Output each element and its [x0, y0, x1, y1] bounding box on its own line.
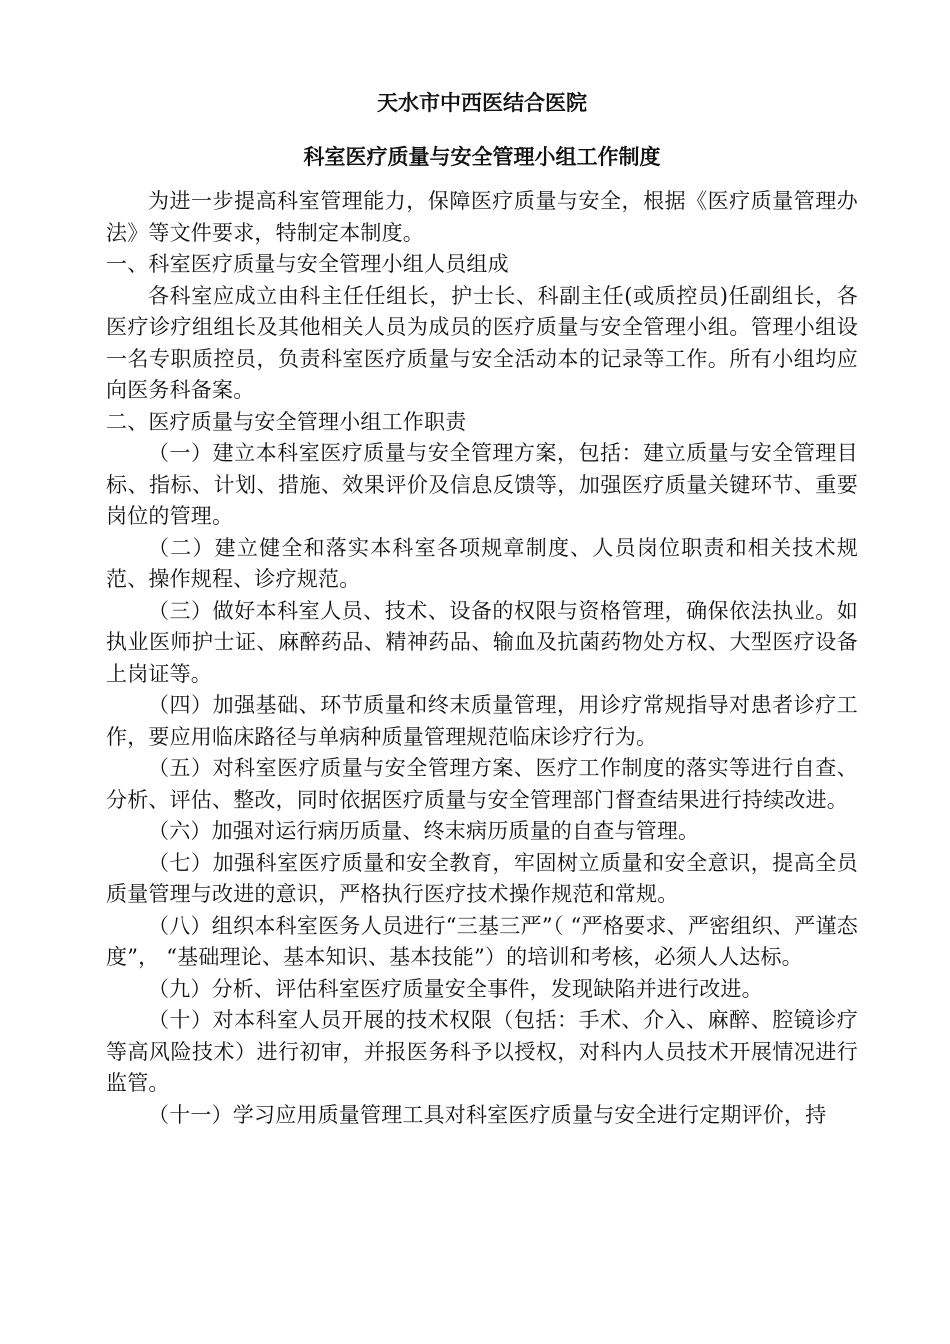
section-heading-1: 一、科室医疗质量与安全管理小组人员组成: [106, 252, 509, 276]
duty-item-10: （十）对本科室人员开展的技术权限（包括：手术、介入、麻醉、腔镜诊疗等高风险技术）进行初审，并报医务科予以授权，对科内人员技术开展情况进行监管。: [106, 1008, 858, 1095]
duty-item-7: （七）加强科室医疗质量和安全教育，牢固树立质量和安全意识，提高全员质量管理与改进的意识，严格执行医疗技术操作规范和常规。: [106, 850, 858, 906]
duty-item-3: （三）做好本科室人员、技术、设备的权限与资格管理，确保依法执业。如执业医师护士证、麻醉药品、精神药品、输血及抗菌药物处方权、大型医疗设备上岗证等。: [106, 598, 858, 686]
duty-item-1: （一）建立本科室医疗质量与安全管理方案，包括：建立质量与安全管理目标、指标、计划、措施、效果评价及信息反馈等，加强医疗质量关键环节、重要岗位的管理。: [106, 441, 858, 528]
duty-item-2: （二）建立健全和落实本科室各项规章制度、人员岗位职责和相关技术规范、操作规程、诊疗规范。: [106, 535, 858, 591]
section-1-paragraph: 各科室应成立由科主任任组长，护士长、科副主任(或质控员)任副组长，各医疗诊疗组组长及其他相关人员为成员的医疗质量与安全管理小组。管理小组设一名专职质控员，负责科室医疗质量与安全活动本的记录等工作。所有小组均应向医务科备案。: [106, 283, 858, 402]
duty-item-5: （五）对科室医疗质量与安全管理方案、医疗工作制度的落实等进行自查、分析、评估、整改，同时依据医疗质量与安全管理部门督查结果进行持续改进。: [106, 756, 858, 812]
document-subtitle: 科室医疗质量与安全管理小组工作制度: [303, 145, 661, 169]
duty-item-8: （八）组织本科室医务人员进行“三基三严”（ “严格要求、严密组织、严谨态度”， “基础理论、基本知识、基本技能”）的培训和考核，必须人人达标。: [106, 913, 858, 969]
section-heading-2: 二、医疗质量与安全管理小组工作职责: [106, 409, 467, 434]
document-title: 天水市中西医结合医院: [377, 91, 587, 115]
duty-item-11: （十一）学习应用质量管理工具对科室医疗质量与安全进行定期评价，持: [148, 1102, 827, 1127]
intro-paragraph: 为进一步提高科室管理能力，保障医疗质量与安全，根据《医疗质量管理办法》等文件要求，特制定本制度。: [106, 189, 858, 245]
document-page: [106, 88, 858, 1131]
duty-item-6: （六）加强对运行病历质量、终末病历质量的自查与管理。: [148, 819, 700, 843]
duty-item-4: （四）加强基础、环节质量和终末质量管理，用诊疗常规指导对患者诊疗工作，要应用临床路径与单病种质量管理规范临床诊疗行为。: [106, 693, 858, 749]
duty-item-9: （九）分析、评估科室医疗质量安全事件，发现缺陷并进行改进。: [148, 976, 763, 1001]
